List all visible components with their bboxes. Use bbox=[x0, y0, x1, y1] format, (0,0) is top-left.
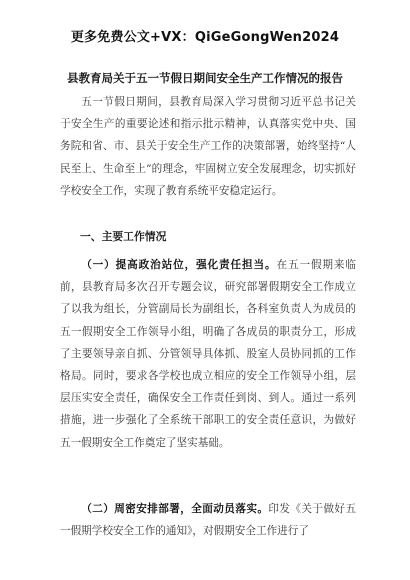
item-1-lead: （一）提高政治站位，强化责任担当。 bbox=[81, 259, 277, 271]
document-title: 县教育局关于五一节假日期间安全生产工作情况的报告 bbox=[67, 71, 343, 85]
paragraph-item-1 bbox=[60, 254, 356, 454]
section-heading: 一、主要工作情况 bbox=[80, 230, 167, 243]
intro-paragraph: 五一节假日期间，县教育局深入学习贯彻习近平总书记关于安全生产的重要论述和指示批示精神，认真落实党中央、国务院和省、市、县关于安全生产工作的决策部署，始终坚持“人民至上、生命至上”的理念，牢固树立安全发展理念，切实抓好学校安全工作，实现了教育系统平安稳定运行。 bbox=[60, 96, 356, 197]
item-1-body: 在五一假期来临前，县教育局多次召开专题会议，研究部署假期安全工作成立了以我为组长，分管副局长为副组长，各科室负责人为成员的五一假期安全工作领导小组，明确了各成员的职责分工，形成了主要领导亲自抓、分管领导具体抓、股室人员协同抓的工作格局。同时，要求各学校也成立相应的安全工作领导小组，层层压实安全责任，确保安全工作责任到岗、到人。通过一系列措施，进一步强化了全系统干部职工的安全责任意识，为做好五一假期安全工作奠定了坚实基础。 bbox=[60, 259, 357, 449]
item-2-body: 印发《关于做好五一假期学校安全工作的通知》，对假期安全工作进行了 bbox=[60, 503, 357, 538]
item-2-lead: （二）周密安排部署，全面动员落实。 bbox=[81, 503, 269, 515]
paragraph-item-2 bbox=[60, 498, 356, 542]
header-banner: 更多免费公文+VX：QiGeGongWen2024 bbox=[70, 30, 340, 45]
